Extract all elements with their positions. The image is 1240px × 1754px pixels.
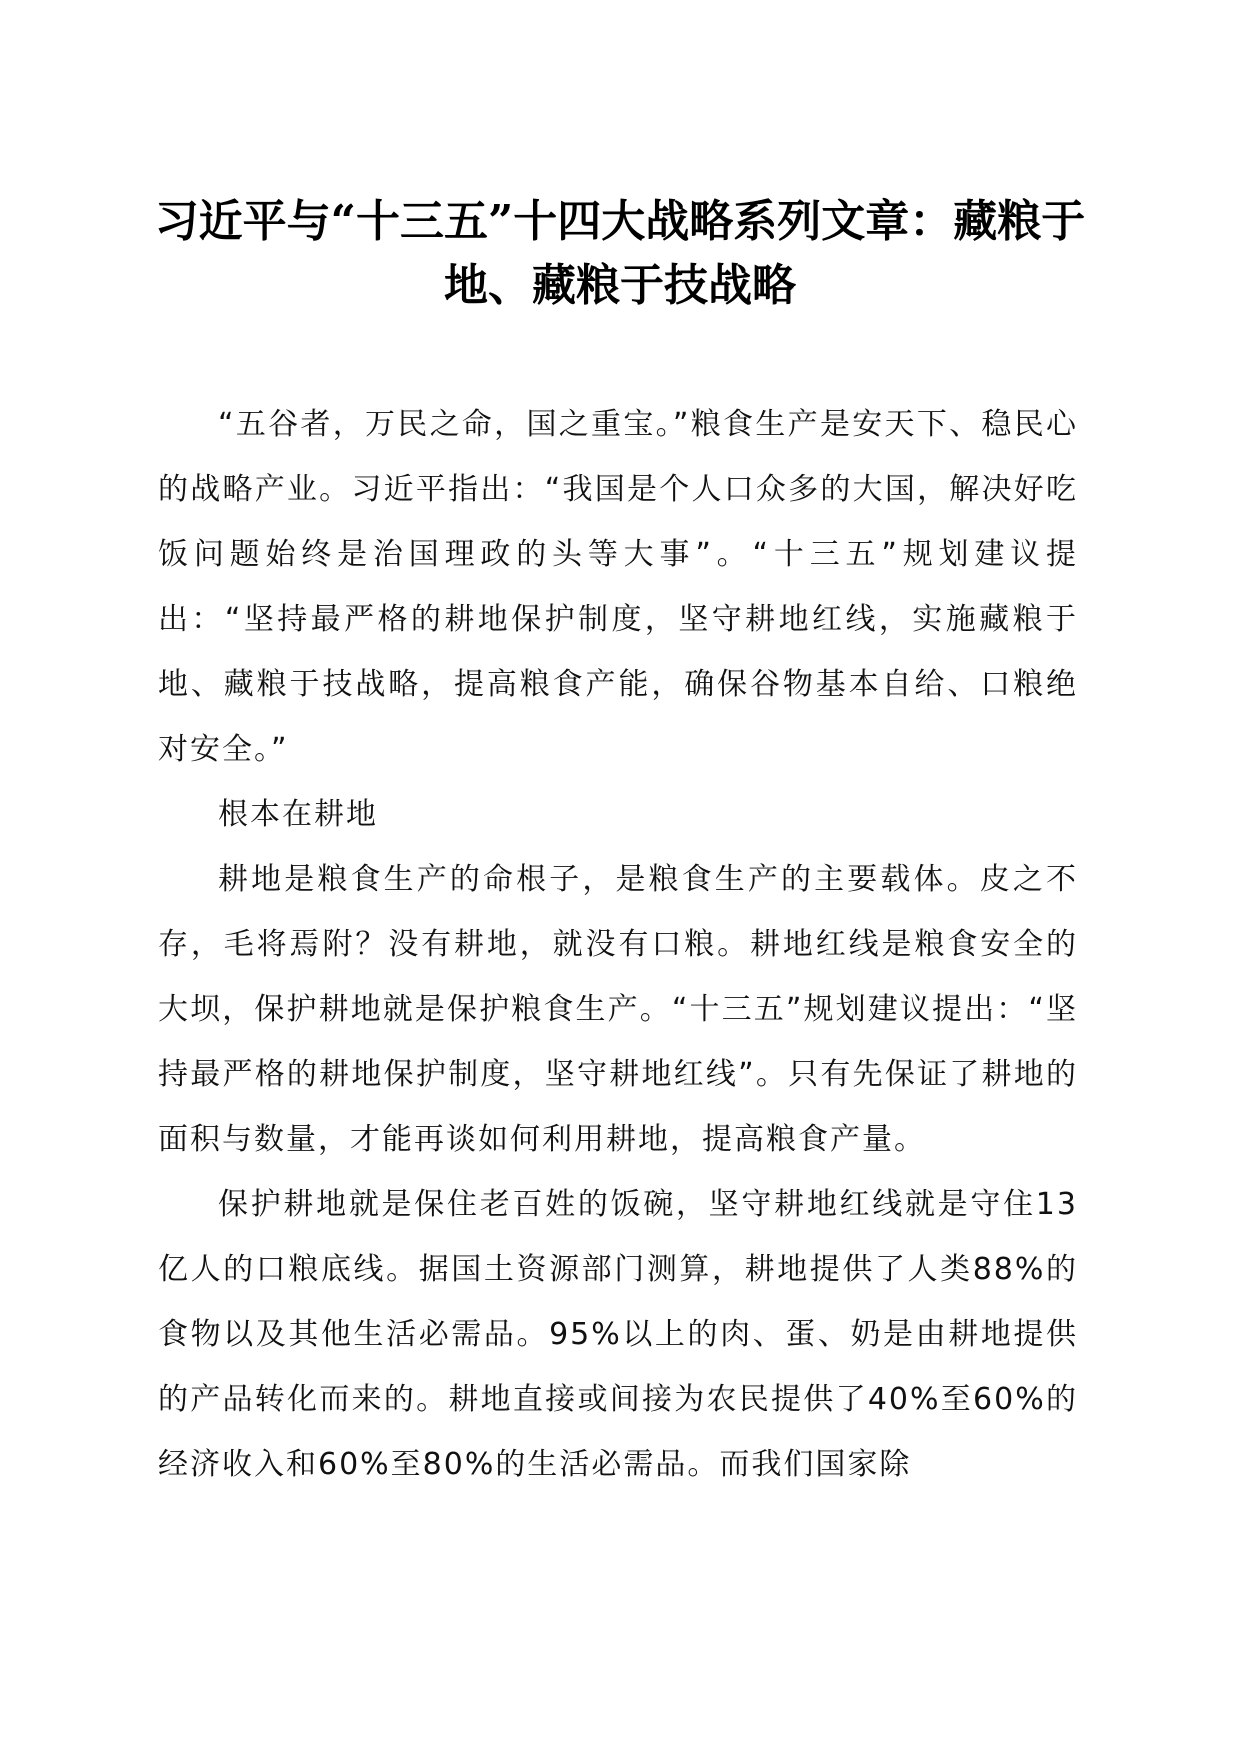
paragraph-intro: “五谷者，万民之命，国之重宝。”粮食生产是安天下、稳民心的战略产业。习近平指出：“我国是个人口众多的大国，解决好吃饭问题始终是治国理政的头等大事”。“十三五”规划建议提出：“坚持最严格的耕地保护制度，坚守耕地红线，实施藏粮于地、藏粮于技战略，提高粮食产能，确保谷物基本自给、口粮绝对安全。” — [158, 407, 1078, 767]
section-heading: 根本在耕地 — [218, 797, 378, 832]
paragraph-protection: 保护耕地就是保住老百姓的饭碗，坚守耕地红线就是守住13亿人的口粮底线。据国土资源部门测算，耕地提供了人类88%的食物以及其他生活必需品。95%以上的肉、蛋、奶是由耕地提供的产品转化而来的。耕地直接或间接为农民提供了40%至60%的经济收入和60%至80%的生活必需品。而我们国家除 — [158, 1187, 1078, 1482]
document-title: 习近平与“十三五”十四大战略系列文章：藏粮于地、藏粮于技战略 — [154, 196, 1086, 311]
paragraph-farmland: 耕地是粮食生产的命根子，是粮食生产的主要载体。皮之不存，毛将焉附？没有耕地，就没有口粮。耕地红线是粮食安全的大坝，保护耕地就是保护粮食生产。“十三五”规划建议提出：“坚持最严格的耕地保护制度，坚守耕地红线”。只有先保证了耕地的面积与数量，才能再谈如何利用耕地，提高粮食产量。 — [158, 862, 1078, 1157]
document-body — [158, 392, 1078, 1497]
